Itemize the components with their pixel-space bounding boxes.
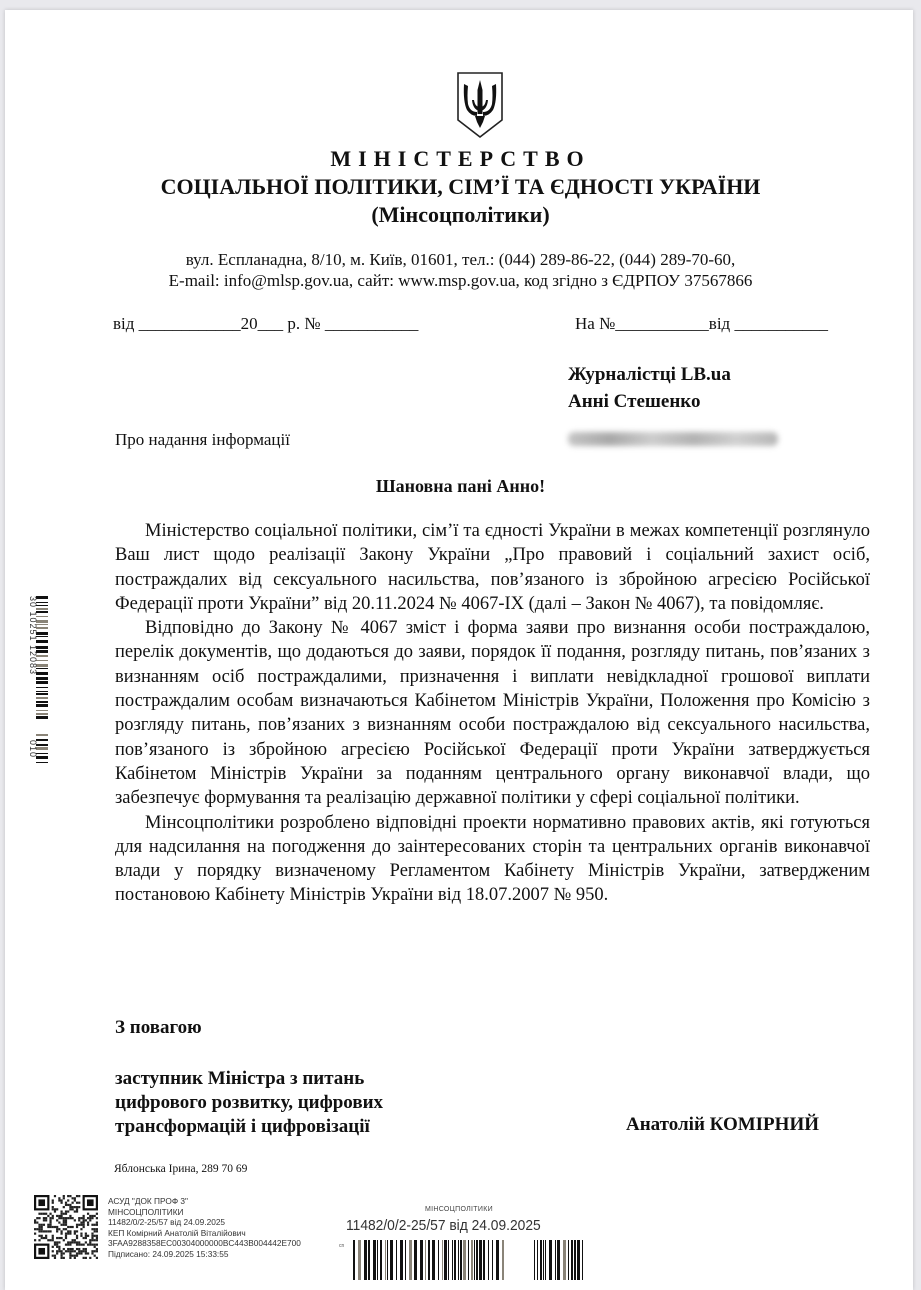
ministry-short-name: (Мінсоцполітики) [371, 202, 550, 227]
signer-position-line: цифрового розвитку, цифрових [115, 1092, 384, 1113]
redacted-email [568, 432, 778, 446]
recipient-organization: Журналістці LB.ua [568, 364, 731, 385]
incoming-registration-field: На №___________від ___________ [575, 314, 828, 333]
registration-number: 11482/0/2-25/57 від 24.09.2025 [346, 1217, 541, 1234]
stamp-line: 3FAA9288358EC00304000000BC443B004442E700 [108, 1238, 301, 1249]
ministry-title-line2: СОЦІАЛЬНОЇ ПОЛІТИКИ, СІМ’Ї ТА ЄДНОСТІ УКРАЇНИ [160, 174, 761, 199]
signer-position-line: трансформацій і цифровізації [115, 1116, 370, 1137]
greeting: Шановна пані Анно! [375, 476, 546, 496]
signer-name: Анатолій КОМІРНИЙ [626, 1114, 819, 1135]
closing-regards: З повагою [115, 1017, 202, 1038]
stamp-line: МІНСОЦПОЛІТИКИ [108, 1206, 184, 1217]
barcode-label: МІНСОЦПОЛІТИКИ [425, 1206, 493, 1213]
contact-line: E-mail: info@mlsp.gov.ua, сайт: www.msp.gov.ua, код згідно з ЄДРПОУ 37567866 [168, 271, 753, 290]
body-paragraph: Міністерство соціальної політики, сім’ї та єдності України в межах компетенції розглянуло Ваш лист щодо реалізації Закону України „Про правовий і соціальний захист осіб, постраждалих від сексуального насильства, пов’язаного із збройною агресією Російської Федерації проти України” від 20.11.2024 № 4067-IX (далі – Закон № 4067), та повідомляє. [115, 521, 870, 614]
registration-barcode-icon [353, 1240, 583, 1280]
side-barcode-digits: 30 10251 12083 [28, 596, 38, 676]
address-line: вул. Еспланадна, 8/10, м. Київ, 01601, тел.: (044) 289-86-22, (044) 289-70-60, [185, 250, 736, 269]
body-paragraph: Мінсоцполітики розроблено відповідні проекти нормативно правових актів, які готуються для надсилання на погодження до заінтересованих сторін та центральних органів виконавчої влади у порядку визначеному Регламентом Кабінету Міністрів України, затвердженим постановою Кабінету Міністрів України від 18.07.2007 № 950. [115, 812, 870, 906]
barcode-prefix: cn [339, 1243, 345, 1249]
body-paragraph: Відповідно до Закону № 4067 зміст і форма заяви про визнання особи постраждалою, перелік документів, що додаються до заяви, порядок її подання, розгляду питань, пов’язаних з визнанням осіб постраждалими, призначення і виплати невідкладної грошової виплати постраждалим особам визначаються Кабінетом Міністрів України, Положення про Комісію з розгляду питань, пов’язаних з визнанням особи постраждалою від сексуального насильства, пов’язаного із збройною агресією Російської Федерації проти України затверджується Кабінетом Міністрів України за поданням центрального органу виконавчої влади, що забезпечує формування та реалізацію державної політики у сфері соціальної політики. [115, 618, 870, 809]
recipient-name: Анні Стешенко [568, 391, 701, 412]
qr-code-icon [34, 1195, 98, 1259]
ministry-title-line1: МІНІСТЕРСТВО [330, 146, 591, 171]
letter-body [115, 519, 870, 908]
stamp-line: 11482/0/2-25/57 від 24.09.2025 [108, 1217, 226, 1228]
stamp-line: АСУД "ДОК ПРОФ 3" [108, 1196, 188, 1206]
executor-contact: Яблонська Ірина, 289 70 69 [114, 1163, 248, 1175]
stamp-line: КЕП Комірний Анатолій Віталійович [108, 1227, 246, 1238]
trident-coat-of-arms-icon [455, 70, 505, 140]
letter-subject: Про надання інформації [115, 430, 290, 449]
side-barcode-digits-tail: 010 [28, 740, 38, 759]
stamp-line: Підписано: 24.09.2025 15:33:55 [108, 1248, 229, 1259]
e-signature-stamp [108, 1196, 301, 1260]
outgoing-registration-field: від ____________20___ р. № ___________ [113, 314, 419, 333]
signer-position-line: заступник Міністра з питань [115, 1068, 365, 1089]
signer-position [115, 1067, 383, 1139]
